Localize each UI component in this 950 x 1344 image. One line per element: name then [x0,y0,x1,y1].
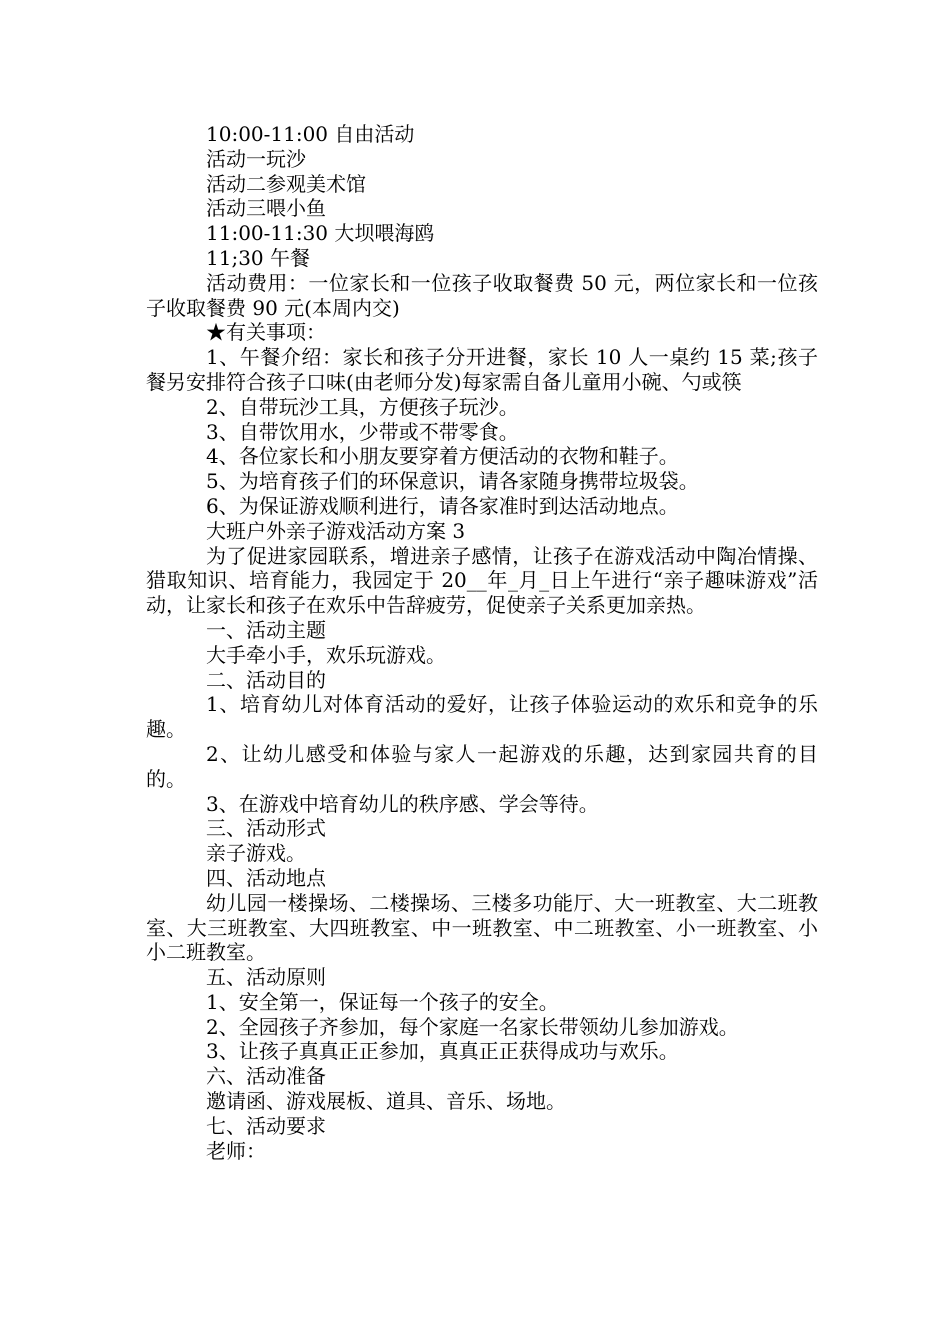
section-heading: 七、活动要求 [206,1113,326,1138]
section-heading: 二、活动目的 [206,667,326,692]
principle-item: 1、安全第一，保证每一个孩子的安全。 [206,989,559,1014]
schedule-line: 11;30 午餐 [206,245,310,270]
schedule-line: 活动二参观美术馆 [206,171,366,196]
purpose-item: 1、培育幼儿对体育活动的爱好，让孩子体验运动的欢乐和竞争的乐趣。 [146,692,818,742]
notes-heading: ★有关事项： [206,320,326,345]
note-item: 3、自带饮用水，少带或不带零食。 [206,419,519,444]
section-text: 亲子游戏。 [206,841,306,866]
purpose-item: 3、在游戏中培育幼儿的秩序感、学会等待。 [206,791,599,816]
schedule-line: 活动三喂小鱼 [206,196,326,221]
fee-paragraph: 活动费用：一位家长和一位孩子收取餐费 50 元，两位家长和一位孩子收取餐费 90 元(本周内交) [146,270,818,320]
principle-item: 2、全园孩子齐参加，每个家庭一名家长带领幼儿参加游戏。 [206,1014,739,1039]
schedule-line: 11:00-11:30 大坝喂海鸥 [206,221,435,246]
section-text: 邀请函、游戏展板、道具、音乐、场地。 [206,1089,566,1114]
note-item: 1、午餐介绍：家长和孩子分开进餐，家长 10 人一桌约 15 菜;孩子餐另安排符合孩子口味(由老师分发)每家需自备儿童用小碗、勺或筷 [146,345,818,394]
section-heading: 六、活动准备 [206,1064,326,1089]
principle-item: 3、让孩子真真正正参加，真真正正获得成功与欢乐。 [206,1039,679,1064]
note-item: 5、为培育孩子们的环保意识，请各家随身携带垃圾袋。 [206,469,699,494]
section-heading: 四、活动地点 [206,865,326,890]
schedule-line: 活动一玩沙 [206,146,306,171]
section-heading: 一、活动主题 [206,617,326,642]
section-heading: 五、活动原则 [206,965,326,990]
section-heading: 三、活动形式 [206,816,326,841]
plan-title: 大班户外亲子游戏活动方案 3 [206,518,466,543]
document-body [146,122,818,1163]
note-item: 2、自带玩沙工具，方便孩子玩沙。 [206,394,519,419]
intro-paragraph: 为了促进家园联系，增进亲子感情，让孩子在游戏活动中陶冶情操、猎取知识、培育能力，我园定于 20__年_月_日上午进行“亲子趣味游戏”活动，让家长和孩子在欢乐中告辞疲劳，促使亲子关系更加亲热。 [146,543,818,618]
purpose-item: 2、让幼儿感受和体验与家人一起游戏的乐趣，达到家园共育的目的。 [146,741,818,791]
schedule-line: 10:00-11:00 自由活动 [206,122,415,146]
note-item: 6、为保证游戏顺利进行，请各家准时到达活动地点。 [206,493,679,518]
note-item: 4、各位家长和小朋友要穿着方便活动的衣物和鞋子。 [206,444,679,469]
section-text: 大手牵小手，欢乐玩游戏。 [206,642,446,667]
location-paragraph: 幼儿园一楼操场、二楼操场、三楼多功能厅、大一班教室、大二班教室、大三班教室、大四班教室、中一班教室、中二班教室、小一班教室、小小二班教室。 [146,890,818,965]
section-text: 老师： [206,1138,266,1163]
